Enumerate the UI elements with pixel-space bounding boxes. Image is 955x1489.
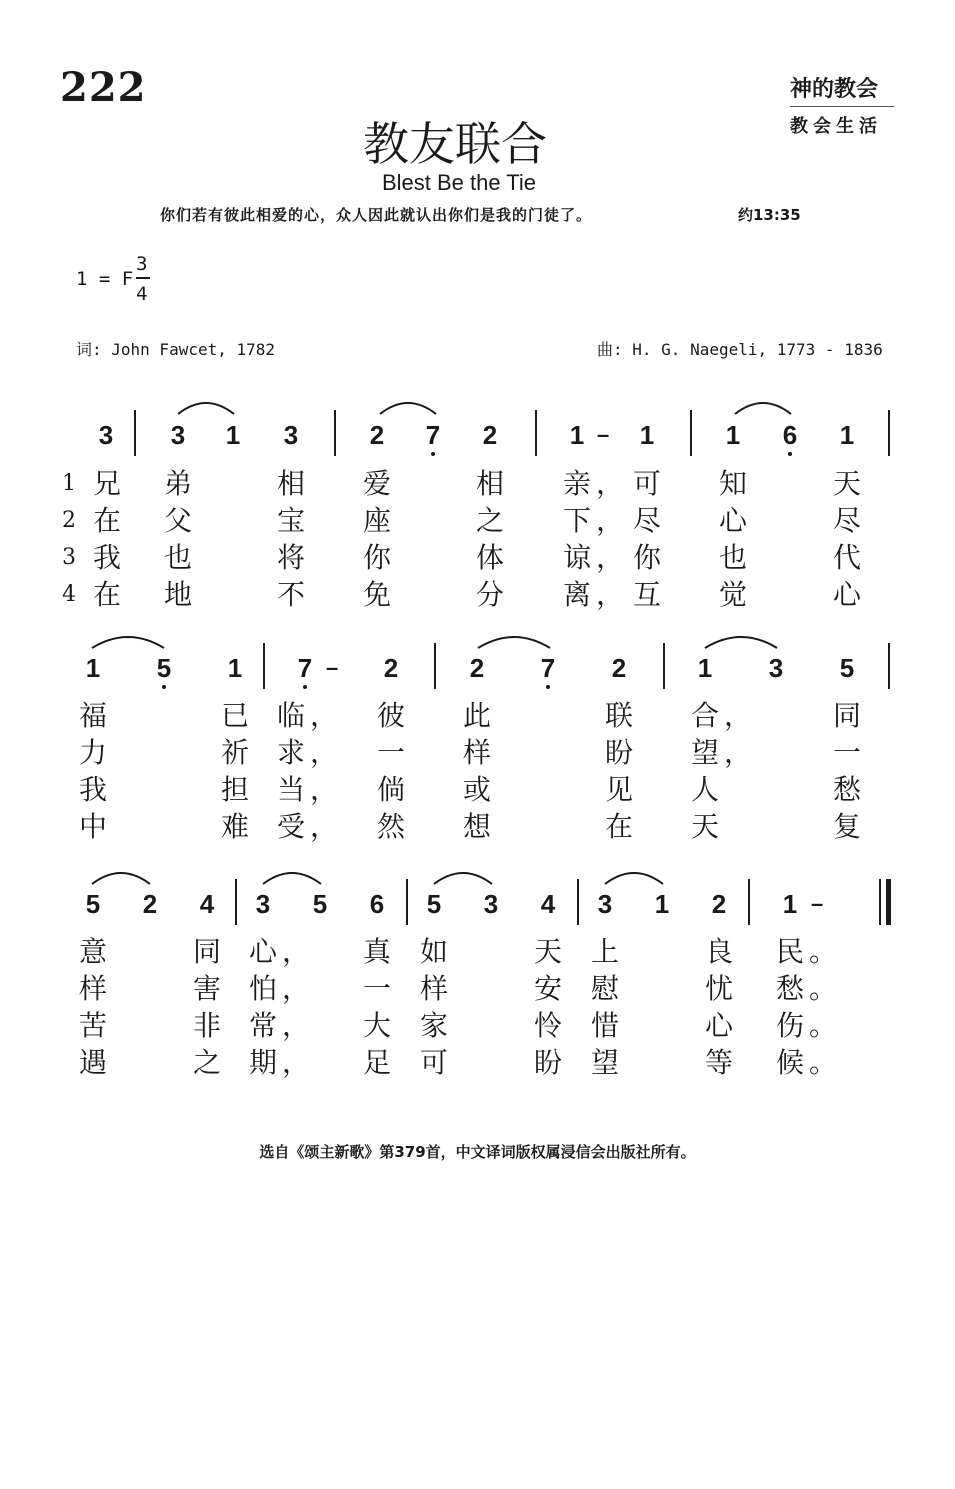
note: 5 <box>839 653 855 683</box>
barline <box>235 879 237 925</box>
lyric-char: 真 <box>362 935 391 968</box>
note: 6 <box>369 889 385 919</box>
lyric-char: 足 <box>362 1046 391 1079</box>
punctuation: ， <box>724 736 753 769</box>
low-octave-dot <box>303 685 307 689</box>
barline <box>888 410 890 456</box>
low-octave-dot <box>431 452 435 456</box>
lyric-char: 良 <box>704 935 733 968</box>
punctuation: ， <box>310 736 339 769</box>
lyric-char: 可 <box>419 1046 448 1079</box>
lyric-char: 天 <box>533 935 562 968</box>
slur <box>733 398 793 416</box>
lyric-char: 你 <box>632 541 661 574</box>
lyric-char: 已 <box>220 699 249 732</box>
verse-number: 2 <box>62 508 76 533</box>
lyric-char: 样 <box>78 972 107 1005</box>
copyright-footer: 选自《颂主新歌》第379首，中文译词版权属浸信会出版社所有。 <box>259 1143 696 1161</box>
lyric-char: 伤 <box>775 1009 804 1042</box>
lyric-char: 将 <box>276 541 305 574</box>
slur <box>176 398 236 416</box>
lyric-char: 复 <box>832 810 861 843</box>
lyric-char: 遇 <box>78 1046 107 1079</box>
lyric-char: 惜 <box>590 1009 619 1042</box>
lyric-char: 受 <box>276 810 305 843</box>
barline <box>690 410 692 456</box>
low-octave-dot <box>546 685 550 689</box>
lyric-char: 体 <box>475 541 504 574</box>
barline <box>888 643 890 689</box>
note: 1 <box>569 420 585 450</box>
lyric-char: 安 <box>533 972 562 1005</box>
note: 7 <box>297 653 313 683</box>
lyric-char: 同 <box>192 935 221 968</box>
lyric-char: 见 <box>604 773 633 806</box>
final-barline-thin <box>879 879 881 925</box>
slur <box>703 632 779 650</box>
note: 6 <box>782 420 798 450</box>
hold-dash: – <box>326 655 339 680</box>
lyric-char: 也 <box>163 541 192 574</box>
lyric-char: 爱 <box>362 467 391 500</box>
lyric-char: 兄 <box>92 467 121 500</box>
lyric-char: 代 <box>832 541 861 574</box>
lyric-char: 尽 <box>832 504 861 537</box>
punctuation: ， <box>310 699 339 732</box>
punctuation: 。 <box>809 1009 838 1042</box>
lyric-char: 天 <box>690 810 719 843</box>
note: 2 <box>369 420 385 450</box>
slur <box>261 868 323 886</box>
punctuation: ， <box>282 1009 311 1042</box>
note: 5 <box>85 889 101 919</box>
lyric-char: 离 <box>562 578 591 611</box>
note: 7 <box>425 420 441 450</box>
lyric-char: 或 <box>462 773 491 806</box>
hymn-title: 教友联合 <box>363 117 547 171</box>
lyric-char: 免 <box>362 578 391 611</box>
barline <box>334 410 336 456</box>
barline <box>577 879 579 925</box>
lyricist-credit: 词: John Fawcet, 1782 <box>76 340 276 359</box>
hymn-subtitle: Blest Be the Tie <box>381 170 537 195</box>
note: 3 <box>483 889 499 919</box>
lyric-char: 难 <box>220 810 249 843</box>
lyric-char: 可 <box>632 467 661 500</box>
verse-number: 3 <box>62 545 76 570</box>
lyric-char: 大 <box>362 1009 391 1042</box>
note: 3 <box>283 420 299 450</box>
lyric-char: 谅 <box>562 541 591 574</box>
punctuation: ， <box>724 699 753 732</box>
lyric-char: 家 <box>419 1009 448 1042</box>
hymn-number: 222 <box>60 64 147 111</box>
lyric-char: 非 <box>192 1009 221 1042</box>
lyric-char: 害 <box>192 972 221 1005</box>
category-divider <box>790 106 894 107</box>
lyric-char: 你 <box>362 541 391 574</box>
note: 2 <box>611 653 627 683</box>
lyric-char: 联 <box>604 699 633 732</box>
punctuation: ， <box>596 504 625 537</box>
lyric-char: 常 <box>248 1009 277 1042</box>
lyric-char: 此 <box>462 699 491 732</box>
note: 7 <box>540 653 556 683</box>
lyric-char: 如 <box>419 935 448 968</box>
lyric-char: 怕 <box>248 972 277 1005</box>
lyric-char: 相 <box>276 467 305 500</box>
note: 3 <box>255 889 271 919</box>
lyric-char: 祈 <box>220 736 249 769</box>
slur <box>378 398 438 416</box>
note: 2 <box>383 653 399 683</box>
lyric-char: 心 <box>832 578 861 611</box>
lyric-char: 苦 <box>78 1009 107 1042</box>
note: 2 <box>469 653 485 683</box>
lyric-char: 互 <box>632 578 661 611</box>
lyric-char: 怜 <box>533 1009 562 1042</box>
lyric-char: 上 <box>590 935 619 968</box>
note: 4 <box>540 889 556 919</box>
lyric-char: 一 <box>362 972 391 1005</box>
punctuation: ， <box>596 467 625 500</box>
lyric-char: 人 <box>690 773 719 806</box>
hold-dash: – <box>597 422 610 447</box>
lyric-char: 一 <box>376 736 405 769</box>
note: 1 <box>225 420 241 450</box>
note: 1 <box>227 653 243 683</box>
lyric-char: 合 <box>690 699 719 732</box>
lyric-char: 不 <box>276 578 305 611</box>
barline <box>748 879 750 925</box>
lyric-char: 心 <box>248 935 277 968</box>
lyric-char: 倘 <box>376 773 405 806</box>
lyric-char: 觉 <box>718 578 747 611</box>
lyric-char: 之 <box>192 1046 221 1079</box>
barline <box>434 643 436 689</box>
slur <box>432 868 494 886</box>
lyric-char: 知 <box>718 467 747 500</box>
time-signature-top: 3 <box>136 253 148 275</box>
verse-number: 4 <box>62 582 76 607</box>
lyric-char: 愁 <box>775 972 804 1005</box>
note: 1 <box>725 420 741 450</box>
lyric-char: 然 <box>376 810 405 843</box>
punctuation: ， <box>310 810 339 843</box>
lyric-char: 期 <box>248 1046 277 1079</box>
lyric-char: 盼 <box>604 736 633 769</box>
time-signature-bottom: 4 <box>136 283 148 305</box>
note: 1 <box>782 889 798 919</box>
scripture-verse: 你们若有彼此相爱的心，众人因此就认出你们是我的门徒了。 <box>160 206 593 224</box>
lyric-char: 天 <box>832 467 861 500</box>
note: 1 <box>697 653 713 683</box>
lyric-char: 在 <box>92 504 121 537</box>
lyric-char: 当 <box>276 773 305 806</box>
lyric-char: 望 <box>590 1046 619 1079</box>
barline <box>663 643 665 689</box>
composer-credit: 曲: H. G. Naegeli, 1773 - 1836 <box>597 340 883 359</box>
lyric-char: 宝 <box>276 504 305 537</box>
note: 2 <box>142 889 158 919</box>
barline <box>134 410 136 456</box>
note: 3 <box>98 420 114 450</box>
lyric-char: 心 <box>718 504 747 537</box>
time-signature-line <box>136 277 150 279</box>
lyric-char: 也 <box>718 541 747 574</box>
lyric-char: 样 <box>419 972 448 1005</box>
punctuation: 。 <box>809 972 838 1005</box>
lyric-char: 分 <box>475 578 504 611</box>
lyric-char: 座 <box>362 504 391 537</box>
lyric-char: 父 <box>163 504 192 537</box>
hold-dash: – <box>811 891 824 916</box>
barline <box>535 410 537 456</box>
note: 2 <box>711 889 727 919</box>
lyric-char: 想 <box>462 810 491 843</box>
punctuation: ， <box>596 578 625 611</box>
lyric-char: 尽 <box>632 504 661 537</box>
lyric-char: 忧 <box>704 972 733 1005</box>
note: 3 <box>170 420 186 450</box>
lyric-char: 求 <box>276 736 305 769</box>
note: 4 <box>199 889 215 919</box>
lyric-char: 在 <box>604 810 633 843</box>
slur <box>90 632 166 650</box>
lyric-char: 心 <box>704 1009 733 1042</box>
punctuation: ， <box>596 541 625 574</box>
lyric-char: 样 <box>462 736 491 769</box>
lyric-char: 中 <box>78 810 107 843</box>
punctuation: 。 <box>809 1046 838 1079</box>
lyric-char: 相 <box>475 467 504 500</box>
note: 1 <box>654 889 670 919</box>
punctuation: ， <box>282 935 311 968</box>
lyric-char: 盼 <box>533 1046 562 1079</box>
lyric-char: 弟 <box>163 467 192 500</box>
slur <box>603 868 665 886</box>
barline <box>263 643 265 689</box>
punctuation: ， <box>282 1046 311 1079</box>
lyric-char: 力 <box>78 736 107 769</box>
lyric-char: 同 <box>832 699 861 732</box>
lyric-char: 民 <box>775 935 804 968</box>
note: 1 <box>639 420 655 450</box>
note: 1 <box>85 653 101 683</box>
low-octave-dot <box>162 685 166 689</box>
lyric-char: 在 <box>92 578 121 611</box>
slur <box>90 868 152 886</box>
punctuation: ， <box>282 972 311 1005</box>
key-signature: 1 = F <box>76 268 134 290</box>
lyric-char: 我 <box>78 773 107 806</box>
note: 3 <box>597 889 613 919</box>
lyric-char: 意 <box>78 935 107 968</box>
lyric-char: 下 <box>562 504 591 537</box>
lyric-char: 亲 <box>562 467 591 500</box>
lyric-char: 之 <box>475 504 504 537</box>
lyric-char: 愁 <box>832 773 861 806</box>
note: 5 <box>312 889 328 919</box>
final-barline-thick <box>886 879 891 925</box>
note: 3 <box>768 653 784 683</box>
category-label: 神的教会 <box>790 76 879 102</box>
lyric-char: 慰 <box>590 972 619 1005</box>
low-octave-dot <box>788 452 792 456</box>
lyric-char: 我 <box>92 541 121 574</box>
lyric-char: 地 <box>163 578 192 611</box>
scripture-reference: 约13:35 <box>738 206 801 224</box>
note: 2 <box>482 420 498 450</box>
lyric-char: 临 <box>276 699 305 732</box>
lyric-char: 彼 <box>376 699 405 732</box>
note: 5 <box>156 653 172 683</box>
lyric-char: 福 <box>78 699 107 732</box>
lyric-char: 担 <box>220 773 249 806</box>
subcategory-label: 教会生活 <box>790 116 882 137</box>
note: 1 <box>839 420 855 450</box>
punctuation: 。 <box>809 935 838 968</box>
lyric-char: 候 <box>775 1046 804 1079</box>
slur <box>476 632 552 650</box>
lyric-char: 一 <box>832 736 861 769</box>
lyric-char: 望 <box>690 736 719 769</box>
verse-number: 1 <box>62 471 76 496</box>
punctuation: ， <box>310 773 339 806</box>
note: 5 <box>426 889 442 919</box>
barline <box>406 879 408 925</box>
lyric-char: 等 <box>704 1046 733 1079</box>
